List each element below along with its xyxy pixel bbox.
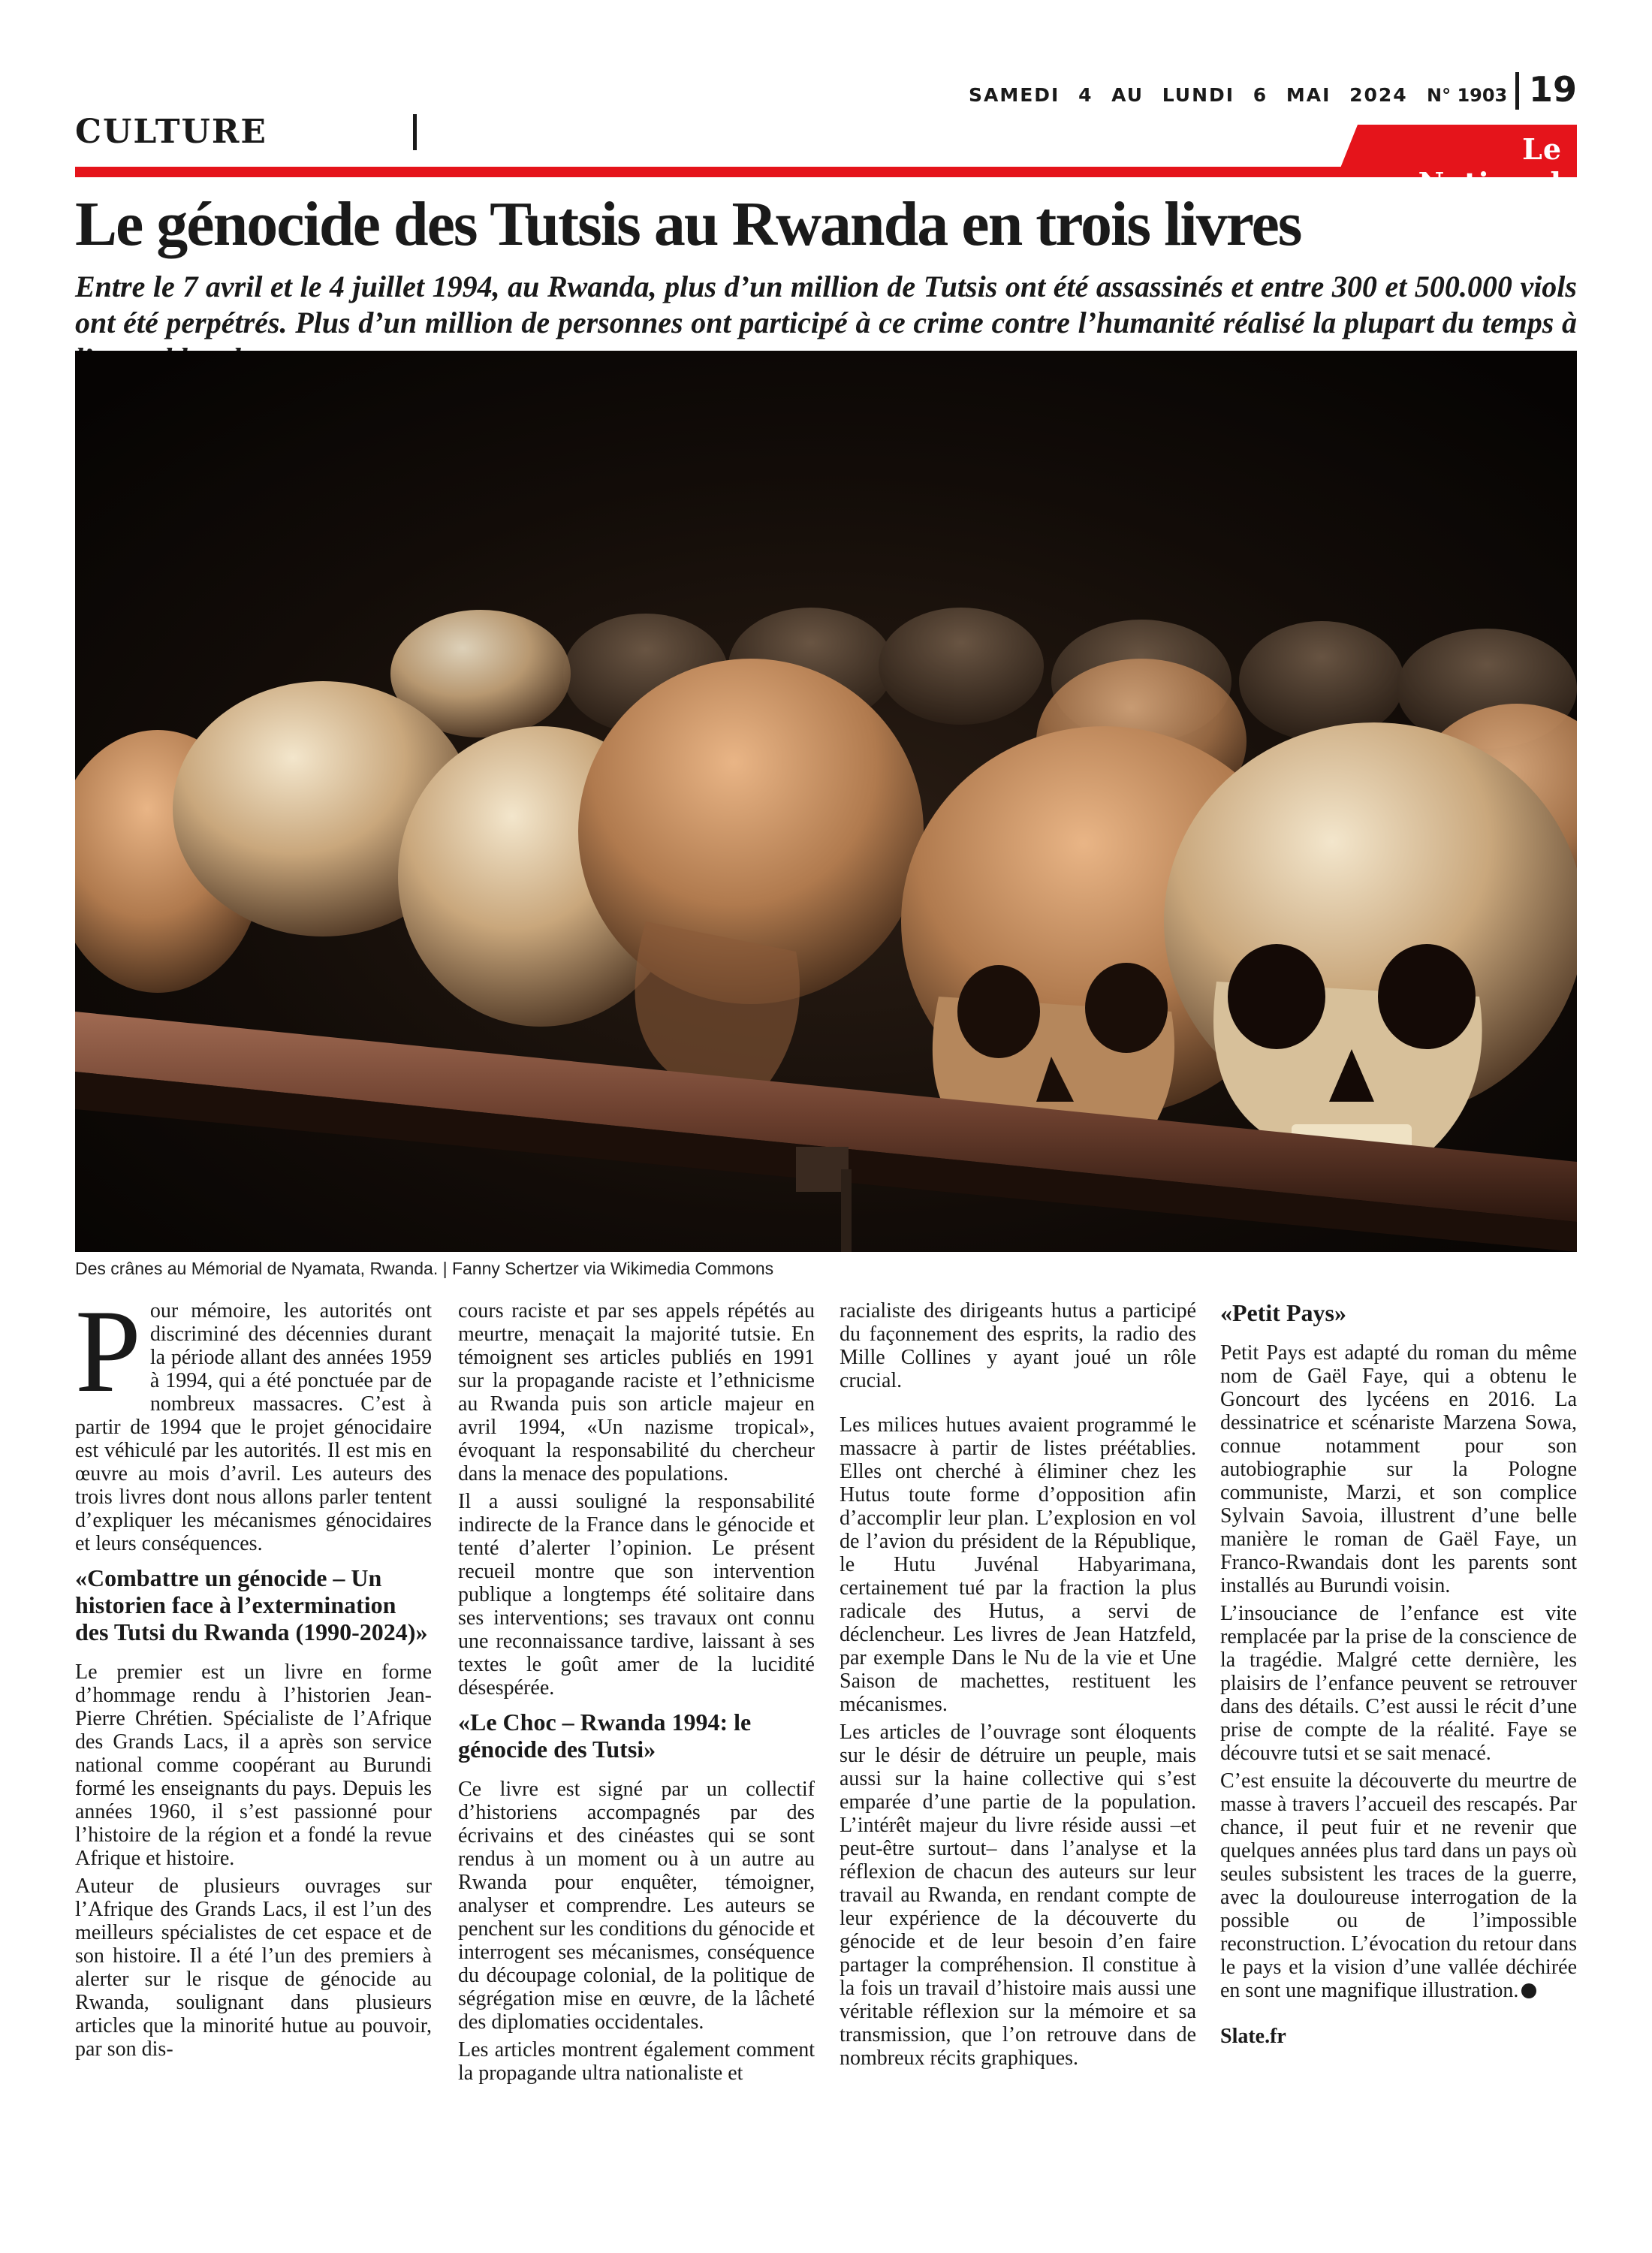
article-deck: Entre le 7 avril et le 4 juillet 1994, au Rwanda, plus d’un million de Tutsis ont été assassinés et entre 300 et 500.000 viols ont été perpétrés. Plus d’un million de personnes ont participé à ce crime contre l’humanité réalisé la plupart du temps à [75, 270, 1577, 339]
paragraph: L’insouciance de l’enfance est vite remplacée par la prise de la conscience de la tragédie. Malgré cette dernière, les plaisirs de l’enfance peuvent se retrouver dans des détails. C’est aussi le récit d’une prise de compte de la réalité. Faye se découvre tutsi et se sait menacé. [1220, 1602, 1577, 1765]
paragraph: cours raciste et par ses appels répétés au meurtre, menaçait la majorité tutsie. En témoignent ses articles publiés en 1991 sur la propagande raciste et l’ethnicisme au Rwanda puis son article majeur en avril 1994, «Un nazisme tropical», évoquant la responsabilité du chercheur dans la menace des populations. [458, 1299, 815, 1485]
article-column-4 [1220, 1299, 1577, 2215]
section-label: CULTURE [75, 113, 267, 151]
page-number-divider [1515, 72, 1519, 110]
book-subheading: «Combattre un génocide – Un historien face à l’extermination des Tutsi du Rwanda (1990-2024)» [75, 1564, 428, 1645]
photo-caption: Des crânes au Mémorial de Nyamata, Rwanda. | Fanny Schertzer via Wikimedia Commons [75, 1259, 774, 1278]
paragraph: racialiste des dirigeants hutus a participé du façonnement des esprits, la radio des Mille Collines y ayant joué un rôle crucial. [840, 1299, 1196, 1392]
paragraph-text: C’est ensuite la découverte du meurtre de masse à travers l’accueil des rescapés. Par chance, il peut fuir et ne revenir que quelques années plus tard dans un pays où seules subsistent les traces de la guerre, avec la douloureuse interrogation de la possible ou de l’impossible reconstruction. L’évocation du retour dans le pays et la vision d’une vallée déchirée en sont une magnifique illustration. [1220, 1769, 1577, 2002]
article-column-2 [458, 1299, 815, 2215]
paragraph: Auteur de plusieurs ouvrages sur l’Afrique des Grands Lacs, il est l’un des meilleurs spécialistes de cet espace et de son histoire. Il a été l’un des premiers à alerter sur le risque de génocide au Rwanda, soulignant dans plusieurs articles que la minorité hutue au pouvoir, par son dis- [75, 1874, 432, 2061]
article-photo [75, 351, 1577, 1252]
paragraph: Le premier est un livre en forme d’hommage rendu à l’historien Jean-Pierre Chrétien. Spécialiste de l’Afrique des Grands Lacs, il a après son service national comme coopérant au Burundi formé les enseignants du pays. Depuis les années 1960, il s’est passionné pour l’histoire de la région et a fondé la revue Afrique et histoire. [75, 1660, 432, 1870]
drop-cap: P [75, 1299, 141, 1417]
newspaper-name: Le National [1418, 132, 1562, 200]
book-subheading: «Petit Pays» [1220, 1299, 1346, 1326]
paragraph: Il a aussi souligné la responsabilité indirecte de la France dans le génocide et tenté d’alerter l’opinion. Le présent recueil montre que son intervention publique a longtemps été solitaire dans ses interventions; ses travaux ont connu une reconnaissance tardive, laissant à ses textes le goût amer de la lucidité désespérée. [458, 1490, 815, 1700]
section-divider [413, 114, 417, 150]
paragraph: Les milices hutues avaient programmé le massacre à partir de listes préétablies. Elles ont cherché à éliminer chez les Hutus toute forme d’opposition afin d’accomplir leur plan. L’explosion en vol de l’avion du président de la République, le Hutu Juvénal Habyarimana, certainement tué par la fraction la plus radicale des Hutus, a servi de déclencheur. Les livres de Jean Hatzfeld, par exemple Dans le Nu de la vie et Une Saison de machettes, restituent les mécanismes. [840, 1413, 1196, 1716]
book-subheading: «Le Choc – Rwanda 1994: le génocide des Tutsi» [458, 1709, 752, 1763]
article-source: Slate.fr [1220, 2025, 1286, 2048]
page-number: 19 [1529, 69, 1578, 110]
article-headline: Le génocide des Tutsis au Rwanda en trois livres [75, 189, 1301, 259]
paragraph: Les articles de l’ouvrage sont éloquents sur le désir de détruire un peuple, mais aussi sur la haine collective qui s’est emparée d’une partie de la population. L’intérêt majeur du livre réside aussi –et peut-être surtout– dans l’analyse et la réflexion de chacun des auteurs sur leur travail au Rwanda, en rendant compte de leur expérience de la découverte du génocide et de leur besoin d’en faire partager la compréhension. Il constitue à la fois un travail d’histoire mais aussi une véritable réflexion sur la mémoire et sa transmission, que l’on retrouve dans de nombreux récits graphiques. [840, 1721, 1196, 2070]
paragraph-text: our mémoire, les autorités ont discriminé des décennies durant la période allant des années 1959 à 1994, qui a été ponctuée par de nombreux massacres. C’est à partir de 1994 que le projet génocidaire est véhiculé par les autorités. Il est mis en œuvre au mois d’avril. Les auteurs des trois livres dont nous allons parler tentent d’expliquer les mécanismes génocidaires et leurs conséquences. [75, 1299, 432, 1555]
issue-number: N° 1903 [1427, 85, 1508, 106]
end-of-article-icon [1521, 1983, 1536, 1998]
article-column-1 [75, 1299, 432, 2215]
issue-date: SAMEDI 4 AU LUNDI 6 MAI 2024 [969, 84, 1408, 106]
paragraph [75, 1299, 432, 1555]
paragraph: Petit Pays est adapté du roman du même nom de Gaël Faye, qui a obtenu le Goncourt des lycéens en 2016. La dessinatrice et scénariste Marzena Sowa, connue notamment pour son autobiographie sur la Pologne communiste, Marzi, et son complice Sylvain Savoia, illustrent d’une belle manière le roman de Gaël Faye, un Franco-Rwandais dont les parents sont installés au Burundi voisin. [1220, 1341, 1577, 1597]
paragraph: Les articles montrent également comment la propagande ultra nationaliste et [458, 2038, 815, 2085]
paragraph [1220, 1769, 1577, 2002]
paragraph: Ce livre est signé par un collectif d’historiens accompagnés par des écrivains et des cinéastes qui se sont rendus à un moment ou à un autre au Rwanda pour enquêter, témoigner, analyser et comprendre. Les auteurs se penchent sur les conditions du génocide et interrogent ses mécanismes, conséquence du découpage colonial, de la politique de ségrégation mise en œuvre, de la lâcheté des diplomaties occidentales. [458, 1778, 815, 2034]
article-column-3 [840, 1299, 1196, 2215]
